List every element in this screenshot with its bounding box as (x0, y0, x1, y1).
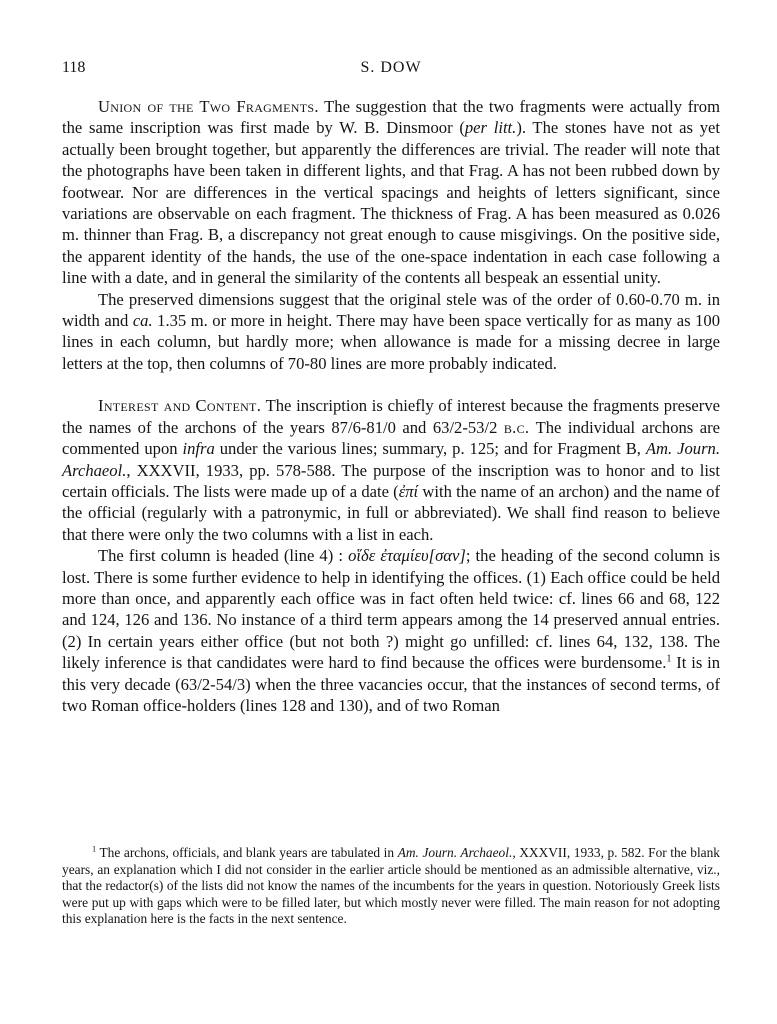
text-run: The first column is headed (line 4) : (98, 546, 349, 566)
greek-text: οἵδε ἐταμίευ[σαν] (348, 546, 466, 566)
text-run: , XXXVII, 1933, pp. 578-588. The purpose of the inscription was to honor and to list certain officials. The lists were made up of a date ( (62, 460, 720, 501)
greek-text: ἐπί (398, 481, 419, 501)
text-run: It is in this very decade (63/2-54/3) when the three vacancies occur, that the instances of second terms, of two Roman office-holders (lines 128 and 130), and of two Roman (62, 653, 720, 715)
text-run: The preserved dimensions suggest that the original stele was of the order of 0.60-0.70 m. in width and (62, 289, 720, 331)
paragraph-interest-content (62, 395, 720, 545)
paragraph-dimensions (62, 289, 720, 375)
text-run: The individual archons are commented upon (62, 417, 720, 459)
text-run: , XXXVII, 1933, p. 582. For the blank years, an explanation which I did not consider in the earlier article should be mentioned as an admissible alternative, viz., that the redactor(s) of the lists did not know the names of the incumbents for the years in question. Notoriously Greek lists were put up with gaps which were to be filled later, but which mostly never were filled. The main reason for not adopting this explanation here is the facts in the next sentence. (62, 845, 720, 927)
section-heading-interest: Interest and Content. (98, 396, 262, 416)
footnote-marker: 1 (92, 844, 97, 854)
footnote-text (62, 845, 720, 928)
text-run: ). The stones have not as yet actually been brought together, but apparently the differences are trivial. The reader will note that the photographs have been taken in different lights, and that Frag. A has not been rubbed down by footwear. Nor are differences in the vertical spacings and heights of letters significant, since variations are observable on each fragment. The thickness of Frag. A has been measured as 0.026 m. thinner than Frag. B, a discrepancy not great enough to cause misgivings. On the positive side, the apparent identity of the hands, the use of the one-space indentation in each case following a line with a date, and in general the similarity of the contents all bespeak an essential unity. (62, 118, 721, 288)
era-abbreviation: b.c. (503, 417, 530, 437)
journal-title: Am. Journ. Archaeol. (397, 845, 513, 860)
text-run: The inscription is chiefly of interest because the fragments preserve the names of the archons of the years 87/6-81/0 and 63/2-53/2 (62, 396, 720, 437)
footnote (62, 845, 720, 928)
paragraph-first-column (62, 545, 720, 716)
italic-text: infra (182, 439, 215, 459)
text-run: The archons, officials, and blank years are tabulated in (96, 845, 398, 860)
running-head: S. DOW (360, 59, 422, 76)
text-run: with the name of an archon) and the name of the official (regularly with a patronymic, in full or abbreviated). We shall find reason to believe that there were only the two columns with a list in each. (62, 481, 721, 544)
text-run: ; the heading of the second column is lost. There is some further evidence to help in identifying the offices. (1) Each office could be held more than once, and apparently each office was in fact often held twice: cf. lines 66 and 68, 122 and 124, 126 and 136. No instance of a third term appears among the 14 preserved annual entries. (2) In certain years either office (but not both ?) might go unfilled: cf. lines 64, 132, 138. The likely inference is that candidates were hard to find because the offices were burdensome. (62, 546, 721, 673)
journal-title: Am. Journ. Archaeol. (62, 439, 721, 480)
text-run: under the various lines; summary, p. 125; and for Fragment B, (214, 439, 646, 459)
italic-text: per litt. (464, 118, 517, 138)
page-number: 118 (62, 59, 86, 76)
text-run: 1.35 m. or more in height. There may have been space vertically for as many as 100 lines in each column, but hardly more; when allowance is made for a missing decree in large letters at the top, then columns of 70-80 lines are more probably indicated. (62, 311, 720, 373)
body-text (62, 96, 720, 716)
footnote-reference[interactable]: 1 (666, 653, 672, 665)
text-run: The suggestion that the two fragments were actually from the same inscription was first made by W. B. Dinsmoor ( (62, 97, 720, 138)
section-heading-union: Union of the Two Fragments. (98, 97, 319, 116)
page-header (62, 57, 720, 79)
paragraph-union-fragments (62, 96, 720, 289)
italic-text: ca. (132, 311, 153, 331)
